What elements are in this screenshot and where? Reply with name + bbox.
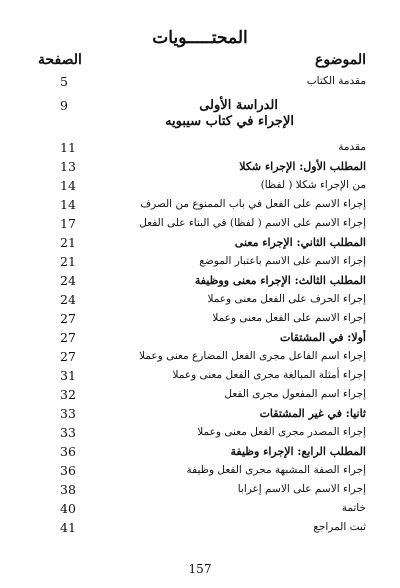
- toc-entry-label: إجراء الاسم على الفعل في باب الممنوع من الصرف: [140, 198, 366, 210]
- toc-entry-label: إجراء الصفة المشبهة مجرى الفعل وظيفة: [186, 464, 366, 476]
- toc-entry-label: إجراء المصدر مجرى الفعل معنى وعملا: [197, 426, 366, 438]
- toc-entry: [38, 273, 366, 292]
- toc-entry-label: ثبت المراجع: [313, 521, 366, 533]
- toc-entry-label: أولا: في المشتقات: [280, 331, 366, 344]
- page-title: المحتـــــويات: [152, 28, 248, 48]
- toc-entry: [38, 216, 366, 235]
- toc-entry-page: 31: [60, 368, 76, 383]
- toc-entry-page: 33: [60, 425, 76, 440]
- toc-entry: [38, 482, 366, 501]
- toc-entry-label: إجراء اسم المفعول مجرى الفعل: [224, 388, 366, 400]
- toc-entry-page: 36: [60, 444, 76, 459]
- toc-entry: [38, 387, 366, 406]
- toc-entry-label: إجراء الاسم على الفعل معنى وعملا: [212, 312, 366, 324]
- toc-entry-label: المطلب الأول: الإجراء شكلا: [239, 160, 366, 173]
- toc-entry: [38, 406, 366, 425]
- toc-entry-page: 36: [60, 463, 76, 478]
- toc-entry: [38, 520, 366, 539]
- toc-entry-page: 13: [60, 159, 76, 174]
- toc-entry-label: مقدمة الكتاب: [306, 75, 366, 87]
- toc-entry: [38, 368, 366, 387]
- toc-entry-label: إجراء الاسم على الاسم ( لفظا) في البناء على الفعل: [139, 217, 366, 229]
- toc-entry: [38, 197, 366, 216]
- toc-entry-label: من الإجراء شكلا ( لفظا): [260, 179, 366, 191]
- toc-entry-label: إجراء الحرف على الفعل معنى وعملا: [207, 293, 366, 305]
- toc-entry-label: المطلب الثاني: الإجراء معنى: [234, 236, 366, 249]
- spacer: [38, 130, 366, 140]
- toc-entry-page: 5: [60, 74, 68, 89]
- toc-entry: [38, 311, 366, 330]
- toc-entry: [38, 235, 366, 254]
- toc-entry-page: 14: [60, 197, 76, 212]
- toc-entry-page: 27: [60, 330, 76, 345]
- toc-entry-label: المطلب الرابع: الإجراء وظيفة: [230, 445, 366, 458]
- toc-entry-page: 24: [60, 273, 76, 288]
- toc-entry: [38, 178, 366, 197]
- study-title-line1: الدراسة الأولى: [199, 98, 278, 113]
- toc-entry-page: 21: [60, 235, 76, 250]
- toc-entry-page: 38: [60, 482, 76, 497]
- toc-entries: [38, 140, 366, 539]
- toc-entry: [38, 140, 366, 159]
- toc-entry: [38, 159, 366, 178]
- toc-entry-page: 27: [60, 349, 76, 364]
- toc-entry-page: 33: [60, 406, 76, 421]
- study-title-line2: الإجراء في كتاب سيبويه: [165, 114, 294, 129]
- toc-study-heading: [38, 96, 366, 130]
- toc-entry-label: خاتمة: [341, 502, 366, 514]
- toc-entry-page: 24: [60, 292, 76, 307]
- toc-entry-label: ثانيا: في غير المشتقات: [259, 407, 366, 420]
- toc-entry: [38, 501, 366, 520]
- toc-entry-label: المطلب الثالث: الإجراء معنى ووظيفة: [194, 274, 366, 287]
- toc-entry-page: 21: [60, 254, 76, 269]
- toc-entry: [38, 349, 366, 368]
- toc-entry-page: 27: [60, 311, 76, 326]
- toc-entry-label: إجراء أمثلة المبالغة مجرى الفعل معنى وعملا: [172, 369, 366, 381]
- toc-entry-page: 17: [60, 216, 76, 231]
- toc-entry: [38, 292, 366, 311]
- page-column-header: الصفحة: [38, 52, 82, 68]
- page-number: 157: [188, 562, 212, 576]
- toc-entry: [38, 444, 366, 463]
- toc-entry-page: 14: [60, 178, 76, 193]
- toc-entry-page: 41: [60, 520, 76, 535]
- toc-entry-page: 9: [60, 98, 68, 113]
- toc-entry-page: 11: [60, 140, 76, 155]
- toc-entry: [38, 254, 366, 273]
- topic-column-header: الموضوع: [315, 52, 366, 68]
- toc-entry-page: 32: [60, 387, 76, 402]
- toc-header: [38, 52, 366, 74]
- toc-entry-label: إجراء الاسم على الاسم إعرابا: [237, 483, 366, 495]
- toc-entry-page: 40: [60, 501, 76, 516]
- toc-entry: [38, 425, 366, 444]
- toc-entry-intro: [38, 74, 366, 96]
- toc-entry-label: إجراء اسم الفاعل مجرى الفعل المضارع معنى وعملا: [139, 350, 366, 362]
- toc-entry-label: إجراء الاسم على الاسم باعتبار الموضع: [199, 255, 366, 267]
- toc-entry-label: مقدمة: [338, 141, 366, 153]
- toc-list: [38, 74, 366, 539]
- toc-entry: [38, 463, 366, 482]
- toc-entry: [38, 330, 366, 349]
